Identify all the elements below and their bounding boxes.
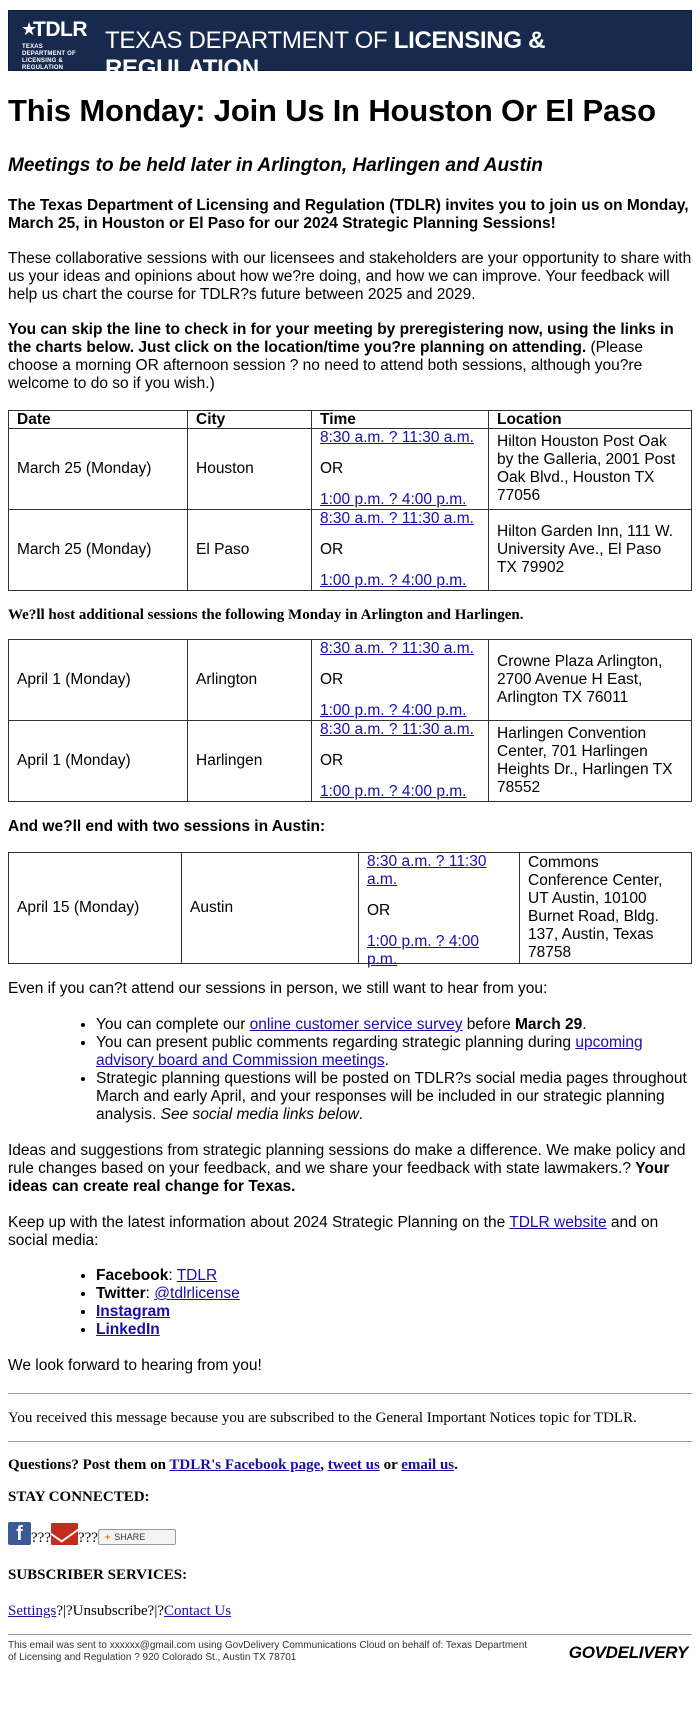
schedule-table-2 [8, 639, 692, 802]
texas-star-icon: ★ [21, 19, 38, 39]
austin-intro: And we?ll end with two sessions in Austin: [8, 818, 326, 835]
divider [8, 1441, 692, 1442]
plus-icon: + [104, 1532, 111, 1542]
twitter-label: Twitter [96, 1285, 146, 1302]
location-cell: Harlingen Convention Center, 701 Harlingen Heights Dr., Harlingen TX 78552 [489, 721, 692, 802]
logo-subtext: TEXAS DEPARTMENT OF LICENSING & REGULATION [22, 44, 76, 71]
cant-attend-paragraph: Even if you can?t attend our sessions in person, we still want to hear from you: [8, 980, 548, 997]
register-pm-link[interactable]: 1:00 p.m. ? 4:00 p.m. [367, 933, 480, 968]
list-item [96, 1285, 692, 1303]
subscriber-services-heading: SUBSCRIBER SERVICES: [8, 1567, 188, 1583]
date-cell: March 25 (Monday) [9, 429, 188, 510]
facebook-label: Facebook [96, 1267, 169, 1284]
header-time: Time [312, 411, 489, 429]
ideas-paragraph [8, 1142, 692, 1196]
city-cell: Austin [182, 853, 359, 964]
city-cell: Harlingen [188, 721, 312, 802]
keepup-text: and on social media: [8, 1214, 659, 1249]
divider [8, 1393, 692, 1394]
location-cell: Commons Conference Center, UT Austin, 10100 Burnet Road, Bldg. 137, Austin, Texas 78758 [520, 853, 692, 964]
register-am-link[interactable]: 8:30 a.m. ? 11:30 a.m. [320, 510, 474, 527]
header-city: City [188, 411, 312, 429]
register-am-link[interactable]: 8:30 a.m. ? 11:30 a.m. [320, 640, 474, 657]
location-cell: Hilton Garden Inn, 111 W. University Ave., El Paso TX 79902 [489, 510, 692, 591]
share-label: SHARE [114, 1532, 146, 1542]
skip-plain: (Please choose a morning OR afternoon session ? no need to attend both sessions, although you?re welcome to do so if you wish.) [8, 339, 644, 392]
twitter-link[interactable]: @tdlrlicense [154, 1285, 240, 1302]
subscriber-services-links [8, 1602, 692, 1620]
tweet-us-link[interactable]: tweet us [327, 1457, 380, 1473]
additional-sessions-note: We?ll host additional sessions the following Monday in Arlington and Harlingen. [8, 607, 524, 623]
schedule-table-3 [8, 852, 692, 968]
date-cell: March 25 (Monday) [9, 510, 188, 591]
footer-text: This email was sent to xxxxxx@gmail.com using GovDelivery Communications Cloud on behalf of: Texas Department of Licensing and Regulation ? 920 Colorado St., Austin TX 78701 [8, 1640, 528, 1663]
register-pm-link[interactable]: 1:00 p.m. ? 4:00 p.m. [320, 572, 467, 589]
or-text: OR [320, 541, 344, 558]
ideas-plain: Ideas and suggestions from strategic planning sessions do make a difference. We make policy and rule changes based on your feedback, and we share your feedback with state lawmakers.? [8, 1142, 686, 1177]
email-body [8, 0, 692, 1675]
or-text: OR [320, 460, 344, 477]
bullet-text: . [582, 1016, 587, 1033]
table-row [9, 721, 692, 802]
skip-paragraph [8, 321, 692, 393]
banner-title-bold: LICENSING & REGULATION [105, 27, 546, 82]
instagram-link[interactable]: Instagram [96, 1303, 171, 1320]
subheadline: Meetings to be held later in Arlington, Harlingen and Austin [8, 155, 543, 176]
unsubscribe-text: Unsubscribe [72, 1603, 148, 1619]
colon: : [168, 1267, 177, 1284]
city-cell: Houston [188, 429, 312, 510]
register-am-link[interactable]: 8:30 a.m. ? 11:30 a.m. [320, 429, 474, 446]
stay-connected-heading: STAY CONNECTED: [8, 1489, 150, 1505]
time-cell [312, 429, 489, 510]
share-button[interactable] [98, 1529, 176, 1545]
bullet-text: before [462, 1016, 516, 1033]
keepup-paragraph [8, 1214, 692, 1250]
date-cell: April 15 (Monday) [9, 853, 182, 964]
questions-text: Questions? Post them on [8, 1457, 170, 1473]
list-item [96, 1016, 692, 1034]
header-banner [8, 10, 692, 82]
keepup-text: Keep up with the latest information about 2024 Strategic Planning on the [8, 1214, 510, 1231]
time-cell [359, 853, 520, 968]
table-row [9, 510, 692, 591]
table-row [9, 429, 692, 510]
intro-paragraph: The Texas Department of Licensing and Regulation (TDLR) invites you to join us on Monday, March 25, in Houston or El Paso for our 2024 Strategic Planning Sessions! [8, 197, 689, 232]
header-location: Location [489, 411, 692, 429]
banner-title-light: TEXAS DEPARTMENT OF [105, 27, 394, 54]
facebook-page-link[interactable]: TDLR's Facebook page [169, 1457, 321, 1473]
survey-deadline: March 29 [515, 1016, 583, 1033]
separator: ?|? [56, 1603, 73, 1619]
register-pm-link[interactable]: 1:00 p.m. ? 4:00 p.m. [320, 702, 467, 719]
facebook-icon[interactable]: f [8, 1522, 31, 1545]
headline: This Monday: Join Us In Houston Or El Paso [8, 93, 656, 128]
settings-link[interactable]: Settings [8, 1603, 57, 1619]
time-cell [312, 721, 489, 802]
govdelivery-logo: GOVDELIVERY [568, 1643, 688, 1662]
contact-us-link[interactable]: Contact Us [164, 1603, 232, 1619]
bullet-italic: See social media links below [160, 1106, 359, 1123]
questions-text: . [454, 1457, 458, 1473]
table-header-row [9, 411, 692, 429]
survey-link[interactable]: online customer service survey [249, 1016, 463, 1033]
social-list [8, 1267, 692, 1339]
linkedin-link[interactable]: LinkedIn [96, 1321, 160, 1338]
time-cell [312, 510, 489, 591]
header-date: Date [9, 411, 188, 429]
bullet-text: . [384, 1052, 389, 1069]
colon: : [145, 1285, 155, 1302]
list-item [96, 1303, 692, 1321]
time-cell [312, 640, 489, 721]
or-text: OR [320, 752, 344, 769]
bullet-text: You can present public comments regarding strategic planning during [96, 1034, 576, 1051]
register-am-link[interactable]: 8:30 a.m. ? 11:30 a.m. [367, 853, 487, 888]
list-item [96, 1034, 692, 1070]
govdelivery-footer [8, 1635, 692, 1675]
banner-title [105, 27, 691, 83]
bullet-text: . [358, 1106, 364, 1123]
questions-text: or [379, 1457, 402, 1473]
collab-paragraph: These collaborative sessions with our licensees and stakeholders are your opportunity to share with us your ideas and opinions about how we?re doing, and how we can improve. Your feedback will help us chart the course for TDLR?s future between 2025 and 2029. [8, 250, 692, 303]
register-pm-link[interactable]: 1:00 p.m. ? 4:00 p.m. [320, 491, 467, 508]
tdlr-website-link[interactable]: TDLR website [509, 1214, 607, 1231]
register-pm-link[interactable]: 1:00 p.m. ? 4:00 p.m. [320, 783, 467, 800]
date-cell: April 1 (Monday) [9, 721, 188, 802]
questions-text: , [320, 1457, 328, 1473]
city-cell: El Paso [188, 510, 312, 591]
location-cell: Crowne Plaza Arlington, 2700 Avenue H East, Arlington TX 76011 [489, 640, 692, 721]
icon-separator: ??? [77, 1530, 98, 1546]
look-forward: We look forward to hearing from you! [8, 1357, 262, 1374]
list-item [96, 1267, 692, 1285]
logo-text: TDLR [33, 18, 87, 41]
or-text: OR [320, 671, 344, 688]
bullet-text: Strategic planning questions will be posted on TDLR?s social media pages throughout March and early April, and your responses will be included in our strategic planning analysis. [96, 1070, 687, 1123]
subscribed-note: You received this message because you are subscribed to the General Important Notices topic for TDLR. [8, 1410, 637, 1426]
city-cell: Arlington [188, 640, 312, 721]
icon-separator: ??? [31, 1530, 51, 1546]
location-cell: Hilton Houston Post Oak by the Galleria, 2001 Post Oak Blvd., Houston TX 77056 [489, 429, 692, 510]
facebook-link[interactable]: TDLR [176, 1267, 218, 1284]
bullet-text: You can complete our [96, 1016, 250, 1033]
separator: ?|? [147, 1603, 164, 1619]
email-us-link[interactable]: email us [401, 1457, 455, 1473]
ideas-bold: Your ideas can create real change for Texas. [8, 1160, 670, 1195]
feedback-list [8, 1016, 692, 1124]
social-icons-row [8, 1522, 692, 1552]
questions-line [8, 1456, 692, 1474]
schedule-table-1 [8, 410, 692, 591]
register-am-link[interactable]: 8:30 a.m. ? 11:30 a.m. [320, 721, 474, 738]
skip-bold: You can skip the line to check in for your meeting by preregistering now, using the links in the charts below. Just click on the location/time you?re planning on attending. [8, 321, 674, 356]
date-cell: April 1 (Monday) [9, 640, 188, 721]
email-icon[interactable] [51, 1523, 78, 1545]
table-row [9, 640, 692, 721]
or-text: OR [367, 902, 391, 919]
meetings-link[interactable]: upcoming advisory board and Commission meetings [96, 1034, 643, 1069]
table-row [9, 853, 692, 964]
tdlr-logo [21, 18, 87, 71]
list-item [96, 1321, 692, 1339]
list-item [96, 1070, 692, 1124]
